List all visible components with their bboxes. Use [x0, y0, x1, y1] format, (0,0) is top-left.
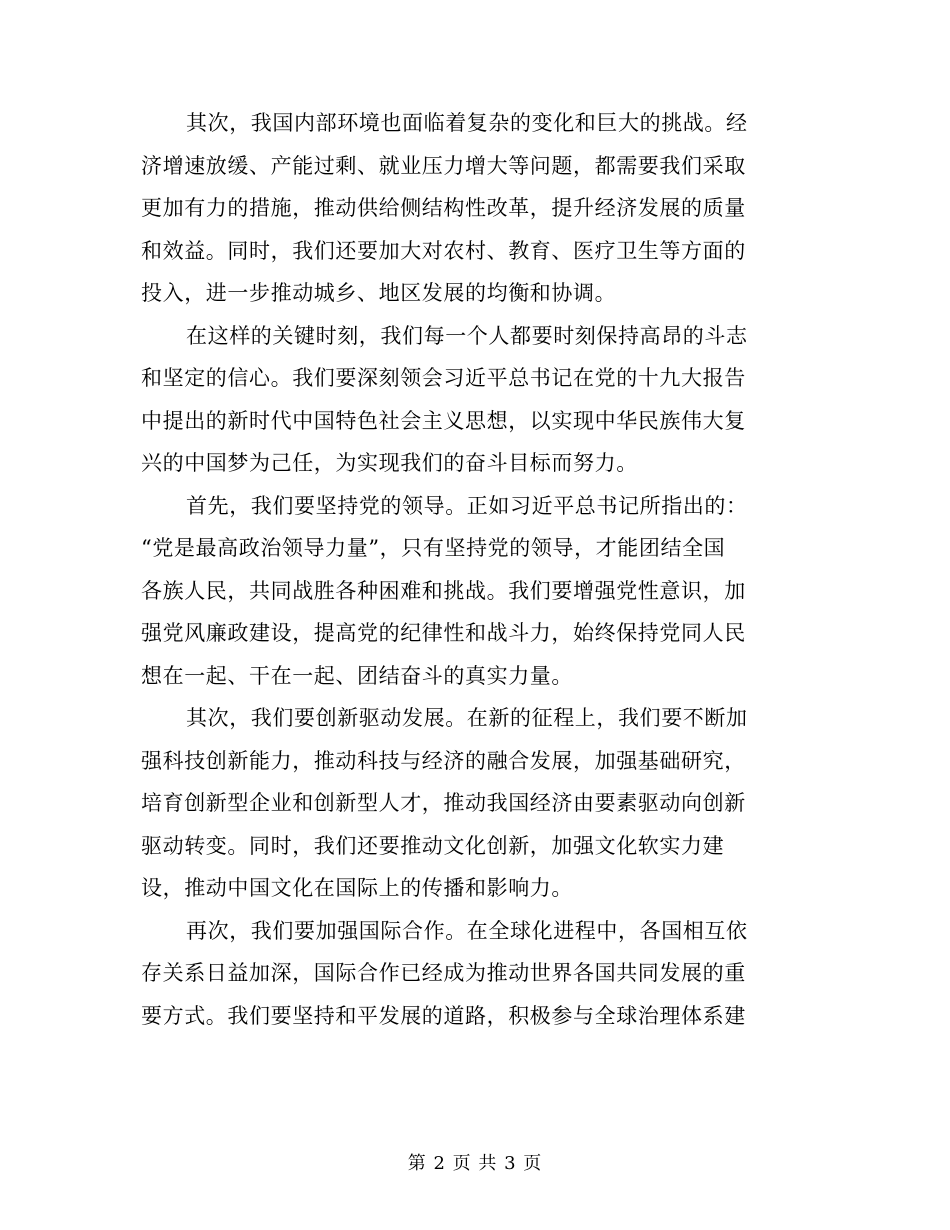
paragraph-line: 要方式。我们要坚持和平发展的道路，积极参与全球治理体系建 [141, 1003, 746, 1028]
paragraph-line: 各族人民，共同战胜各种困难和挑战。我们要增强党性意识，加 [141, 578, 746, 603]
paragraph-line: 存关系日益加深，国际合作已经成为推动世界各国共同发展的重 [141, 961, 746, 985]
paragraph-line: 驱动转变。同时，我们还要推动文化创新，加强文化软实力建 [141, 833, 725, 858]
paragraph-line: 想在一起、干在一起、团结奋斗的真实力量。 [141, 663, 573, 688]
paragraph-line: 其次，我们要创新驱动发展。在新的征程上，我们要不断加 [186, 706, 748, 730]
paragraph-2 [141, 315, 796, 485]
paragraph-line: 再次，我们要加强国际合作。在全球化进程中，各国相互依 [186, 918, 748, 943]
paragraph-line: 强党风廉政建设，提高党的纪律性和战斗力，始终保持党同人民 [141, 621, 746, 645]
paragraph-line: 中提出的新时代中国特色社会主义思想，以实现中华民族伟大复 [141, 408, 746, 433]
paragraph-3 [141, 485, 796, 698]
paragraph-1 [141, 102, 796, 315]
page-number-footer: 第 2 页 共 3 页 [407, 1153, 543, 1174]
paragraph-line: 设，推动中国文化在国际上的传播和影响力。 [141, 876, 573, 900]
paragraph-line: 和效益。同时，我们还要加大对农村、教育、医疗卫生等方面的 [141, 238, 746, 263]
document-body [141, 102, 796, 1037]
paragraph-5 [141, 910, 796, 1038]
paragraph-line: 投入，进一步推动城乡、地区发展的均衡和协调。 [141, 281, 617, 305]
paragraph-4 [141, 697, 796, 910]
paragraph-line: 济增速放缓、产能过剩、就业压力增大等问题，都需要我们采取 [141, 153, 746, 178]
paragraph-line: 更加有力的措施，推动供给侧结构性改革，提升经济发展的质量 [141, 196, 746, 220]
paragraph-line: 在这样的关键时刻，我们每一个人都要时刻保持高昂的斗志 [186, 323, 748, 348]
paragraph-line: 兴的中国梦为己任，为实现我们的奋斗目标而努力。 [141, 451, 638, 475]
paragraph-line: 首先，我们要坚持党的领导。正如习近平总书记所指出的： [186, 493, 748, 518]
paragraph-line: “党是最高政治领导力量”，只有坚持党的领导，才能团结全国 [141, 536, 726, 560]
paragraph-line: 和坚定的信心。我们要深刻领会习近平总书记在党的十九大报告 [141, 366, 746, 390]
paragraph-line: 其次，我国内部环境也面临着复杂的变化和巨大的挑战。经 [186, 111, 748, 135]
paragraph-line: 培育创新型企业和创新型人才，推动我国经济由要素驱动向创新 [141, 791, 746, 815]
paragraph-line: 强科技创新能力，推动科技与经济的融合发展，加强基础研究， [141, 748, 746, 773]
